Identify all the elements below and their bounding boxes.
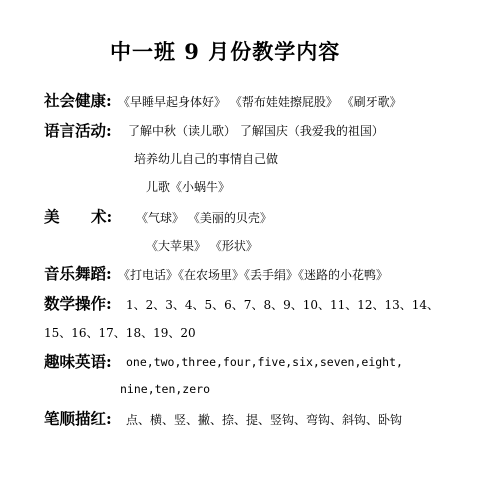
section-label-english: 趣味英语: <box>44 352 112 371</box>
language-content-line1: 了解中秋（读儿歌） 了解国庆（我爱我的祖国） <box>128 124 384 138</box>
social-content-line1: 《早睡早起身体好》 《帮布娃娃擦屁股》 《刷牙歌》 <box>118 95 402 109</box>
math-content-line2: 15、16、17、18、19、20 <box>44 326 196 340</box>
section-label-language: 语言活动: <box>44 121 112 140</box>
english-content-line2: nine,ten,zero <box>120 382 211 396</box>
page-title: 中一班 9 月份教学内容 <box>110 39 341 64</box>
art-content-line2: 《大苹果》 《形状》 <box>146 239 258 253</box>
language-content-line3: 儿歌《小蜗牛》 <box>146 180 231 194</box>
math-content-line1: 1、2、3、4、5、6、7、8、9、10、11、12、13、14、 <box>126 298 440 312</box>
section-label-math: 数学操作: <box>44 294 112 313</box>
english-content-line1: one,two,three,four,five,six,seven,eight, <box>126 355 403 369</box>
section-label-social: 社会健康: <box>44 91 112 110</box>
section-label-art-a: 美 <box>44 207 60 226</box>
music-content-line1: 《打电话》《在农场里》《丢手绢》《迷路的小花鸭》 <box>118 268 389 282</box>
art-content-line1: 《气球》 《美丽的贝壳》 <box>136 211 272 225</box>
language-content-line2: 培养幼儿自己的事情自己做 <box>134 152 279 166</box>
section-label-music: 音乐舞蹈: <box>44 264 112 283</box>
section-label-writing: 笔顺描红: <box>44 409 112 428</box>
section-label-art-b: 术: <box>91 207 113 226</box>
writing-content-line1: 点、横、竖、撇、捺、提、竖钩、弯钩、斜钩、卧钩 <box>126 413 403 427</box>
